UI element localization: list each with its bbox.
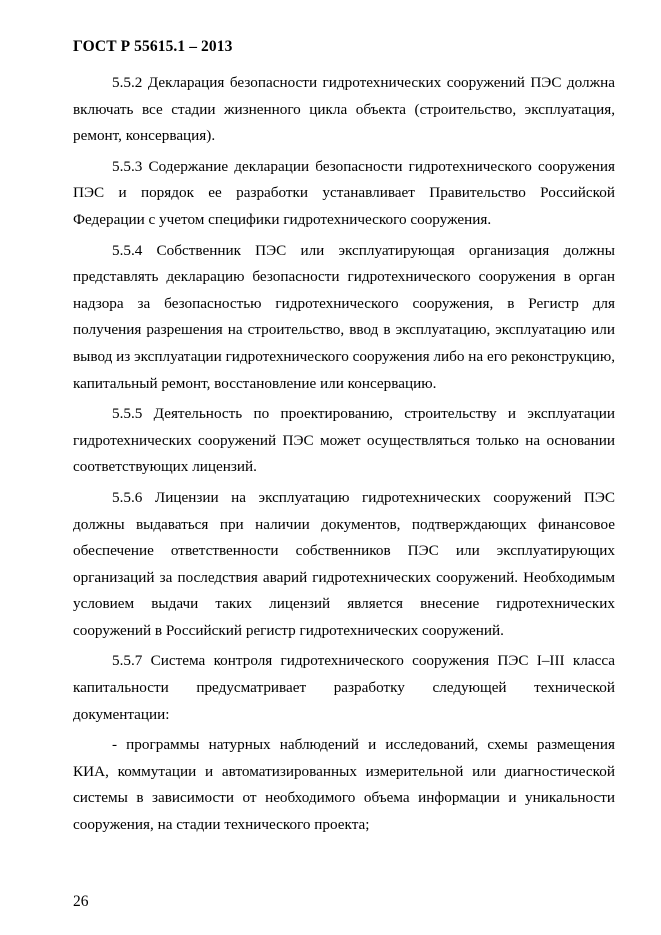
paragraph-5-5-6: 5.5.6 Лицензии на эксплуатацию гидротехнических сооружений ПЭС должны выдаваться при наличии документов, подтверждающих финансовое обеспечение ответственности собственников ПЭС или эксплуатирующих организаций за последствия аварий гидротехнических сооружений. Необходимым условием выдачи таких лицензий является внесение гидротехнических сооружений в Российский регистр гидротехнических сооружений. <box>73 488 615 639</box>
document-header: ГОСТ Р 55615.1 – 2013 <box>73 38 233 55</box>
document-body <box>73 70 615 843</box>
paragraph-5-5-2: 5.5.2 Декларация безопасности гидротехнических сооружений ПЭС должна включать все стадии жизненного цикла объекта (строительство, эксплуатация, ремонт, консервация). <box>73 74 615 145</box>
list-item-programs: - программы натурных наблюдений и исследований, схемы размещения КИА, коммутации и автоматизированных измерительной или диагностической системы в зависимости от необходимого объема информации и уникальности сооружения, на стадии технического проекта; <box>73 736 615 834</box>
paragraph-5-5-5: 5.5.5 Деятельность по проектированию, строительству и эксплуатации гидротехнических сооружений ПЭС может осуществляться только на основании соответствующих лицензий. <box>73 405 615 476</box>
page-number: 26 <box>73 893 89 910</box>
paragraph-5-5-7: 5.5.7 Система контроля гидротехнического сооружения ПЭС I–III класса капитальности предусматривает разработку следующей технической документации: <box>73 652 615 723</box>
paragraph-5-5-4: 5.5.4 Собственник ПЭС или эксплуатирующая организация должны представлять декларацию безопасности гидротехнического сооружения в орган надзора за безопасностью гидротехнического сооружения, в Регистр для получения разрешения на строительство, ввод в эксплуатацию, эксплуатацию или вывод из эксплуатации гидротехнического сооружения либо на его реконструкцию, капитальный ремонт, восстановление или консервацию. <box>73 241 615 392</box>
paragraph-5-5-3: 5.5.3 Содержание декларации безопасности гидротехнического сооружения ПЭС и порядок ее разработки устанавливает Правительство Российской Федерации с учетом специфики гидротехнического сооружения. <box>73 157 615 228</box>
